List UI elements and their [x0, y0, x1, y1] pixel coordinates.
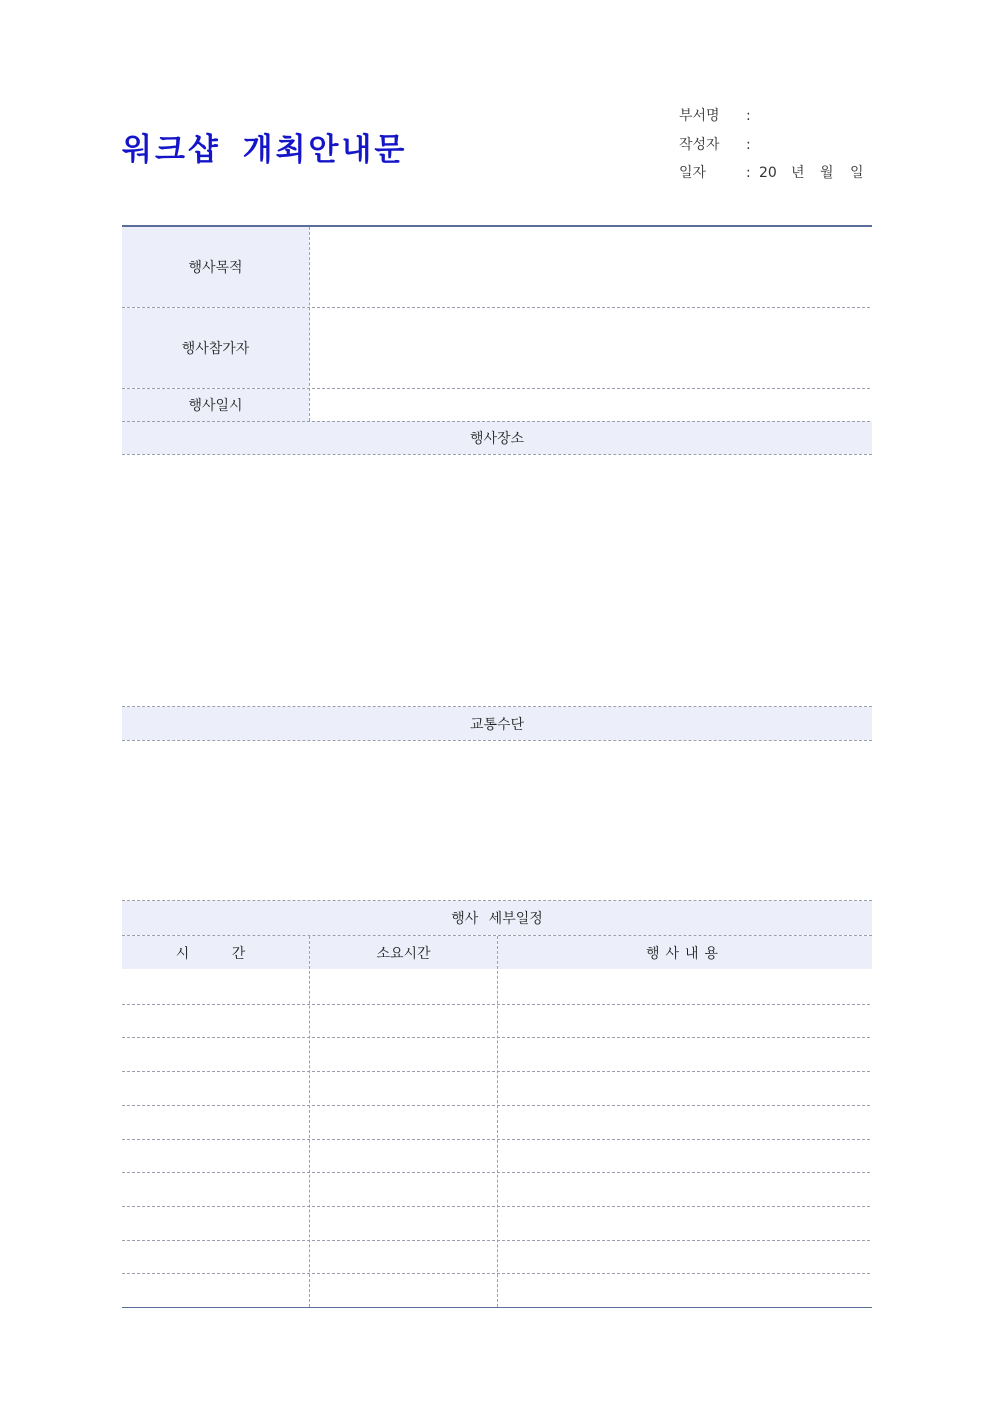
schedule-title: 행사 세부일정	[451, 911, 543, 927]
author-label: 작성자	[679, 136, 720, 153]
divider	[122, 740, 872, 741]
venue-content-area[interactable]	[122, 455, 872, 705]
date-year-unit: 년	[791, 165, 805, 181]
dept-label: 부서명	[679, 108, 720, 124]
schedule-duration-cell[interactable]	[310, 1071, 497, 1104]
schedule-time-cell[interactable]	[122, 1206, 309, 1239]
schedule-content-cell[interactable]	[498, 1004, 870, 1037]
divider	[122, 1105, 870, 1106]
date-month-unit: 월	[820, 165, 834, 181]
schedule-duration-cell[interactable]	[310, 1004, 497, 1037]
schedule-time-cell[interactable]	[122, 1105, 309, 1138]
schedule-time-cell[interactable]	[122, 1139, 309, 1172]
participants-label-cell	[122, 308, 309, 388]
schedule-content-cell[interactable]	[498, 1139, 870, 1172]
schedule-duration-cell[interactable]	[310, 1273, 497, 1306]
transport-content-area[interactable]	[122, 741, 872, 899]
schedule-time-cell[interactable]	[122, 1004, 309, 1037]
schedule-col-content: 행사내용	[645, 945, 725, 962]
purpose-label: 행사목적	[188, 260, 243, 276]
participants-value-cell[interactable]	[310, 308, 870, 388]
schedule-time-cell[interactable]	[122, 1273, 309, 1306]
schedule-content-cell[interactable]	[498, 1071, 870, 1104]
document-title: 워크샵 개최안내문	[122, 132, 408, 168]
schedule-time-cell[interactable]	[122, 1172, 309, 1205]
schedule-duration-cell[interactable]	[310, 1240, 497, 1273]
venue-label: 행사장소	[469, 430, 525, 447]
transport-label: 교통수단	[469, 716, 525, 733]
schedule-duration-cell[interactable]	[310, 1037, 497, 1070]
schedule-content-cell[interactable]	[498, 1273, 870, 1306]
schedule-duration-cell[interactable]	[310, 970, 497, 1003]
datetime-label-cell	[122, 389, 309, 421]
datetime-label: 행사일시	[188, 398, 243, 414]
schedule-content-cell[interactable]	[498, 1172, 870, 1205]
transport-header	[122, 707, 872, 740]
date-year: 20	[759, 165, 777, 181]
date-row	[679, 159, 879, 188]
divider	[122, 1139, 870, 1140]
author-row	[679, 131, 879, 160]
participants-label: 행사참가자	[181, 341, 250, 357]
divider	[122, 706, 872, 707]
schedule-col-duration-cell	[310, 936, 497, 969]
divider	[122, 1037, 870, 1038]
divider	[309, 936, 310, 1307]
schedule-col-time: 시 간	[175, 945, 256, 962]
date-colon: :	[746, 165, 751, 181]
divider	[122, 1240, 870, 1241]
schedule-title-cell	[122, 901, 872, 935]
schedule-time-cell[interactable]	[122, 1240, 309, 1273]
date-day-unit: 일	[850, 165, 864, 181]
schedule-content-cell[interactable]	[498, 1037, 870, 1070]
schedule-time-cell[interactable]	[122, 970, 309, 1003]
divider	[122, 900, 872, 901]
schedule-content-cell[interactable]	[498, 970, 870, 1003]
divider	[122, 1206, 870, 1207]
divider	[122, 454, 872, 455]
divider	[122, 421, 870, 422]
datetime-value-cell[interactable]	[310, 389, 870, 421]
venue-header	[122, 421, 872, 454]
schedule-content-cell[interactable]	[498, 1105, 870, 1138]
schedule-duration-cell[interactable]	[310, 1139, 497, 1172]
schedule-content-cell[interactable]	[498, 1206, 870, 1239]
schedule-time-cell[interactable]	[122, 1037, 309, 1070]
divider	[122, 1004, 870, 1005]
dept-row	[679, 102, 879, 131]
schedule-col-time-cell	[122, 936, 309, 969]
schedule-col-duration: 소요시간	[376, 945, 431, 962]
purpose-label-cell	[122, 227, 309, 307]
divider	[122, 307, 870, 308]
bottom-rule	[122, 1307, 872, 1308]
divider	[122, 1172, 870, 1173]
author-colon: :	[746, 136, 751, 153]
dept-colon: :	[746, 108, 751, 124]
schedule-duration-cell[interactable]	[310, 1172, 497, 1205]
document-meta	[679, 102, 879, 188]
divider	[497, 936, 498, 1307]
schedule-time-cell[interactable]	[122, 1071, 309, 1104]
schedule-content-cell[interactable]	[498, 1240, 870, 1273]
date-label: 일자	[679, 165, 707, 181]
divider	[122, 1071, 870, 1072]
divider	[309, 227, 310, 421]
schedule-col-content-cell	[498, 936, 872, 969]
schedule-duration-cell[interactable]	[310, 1206, 497, 1239]
divider	[122, 388, 870, 389]
schedule-duration-cell[interactable]	[310, 1105, 497, 1138]
divider	[122, 1273, 870, 1274]
purpose-value-cell[interactable]	[310, 227, 870, 307]
